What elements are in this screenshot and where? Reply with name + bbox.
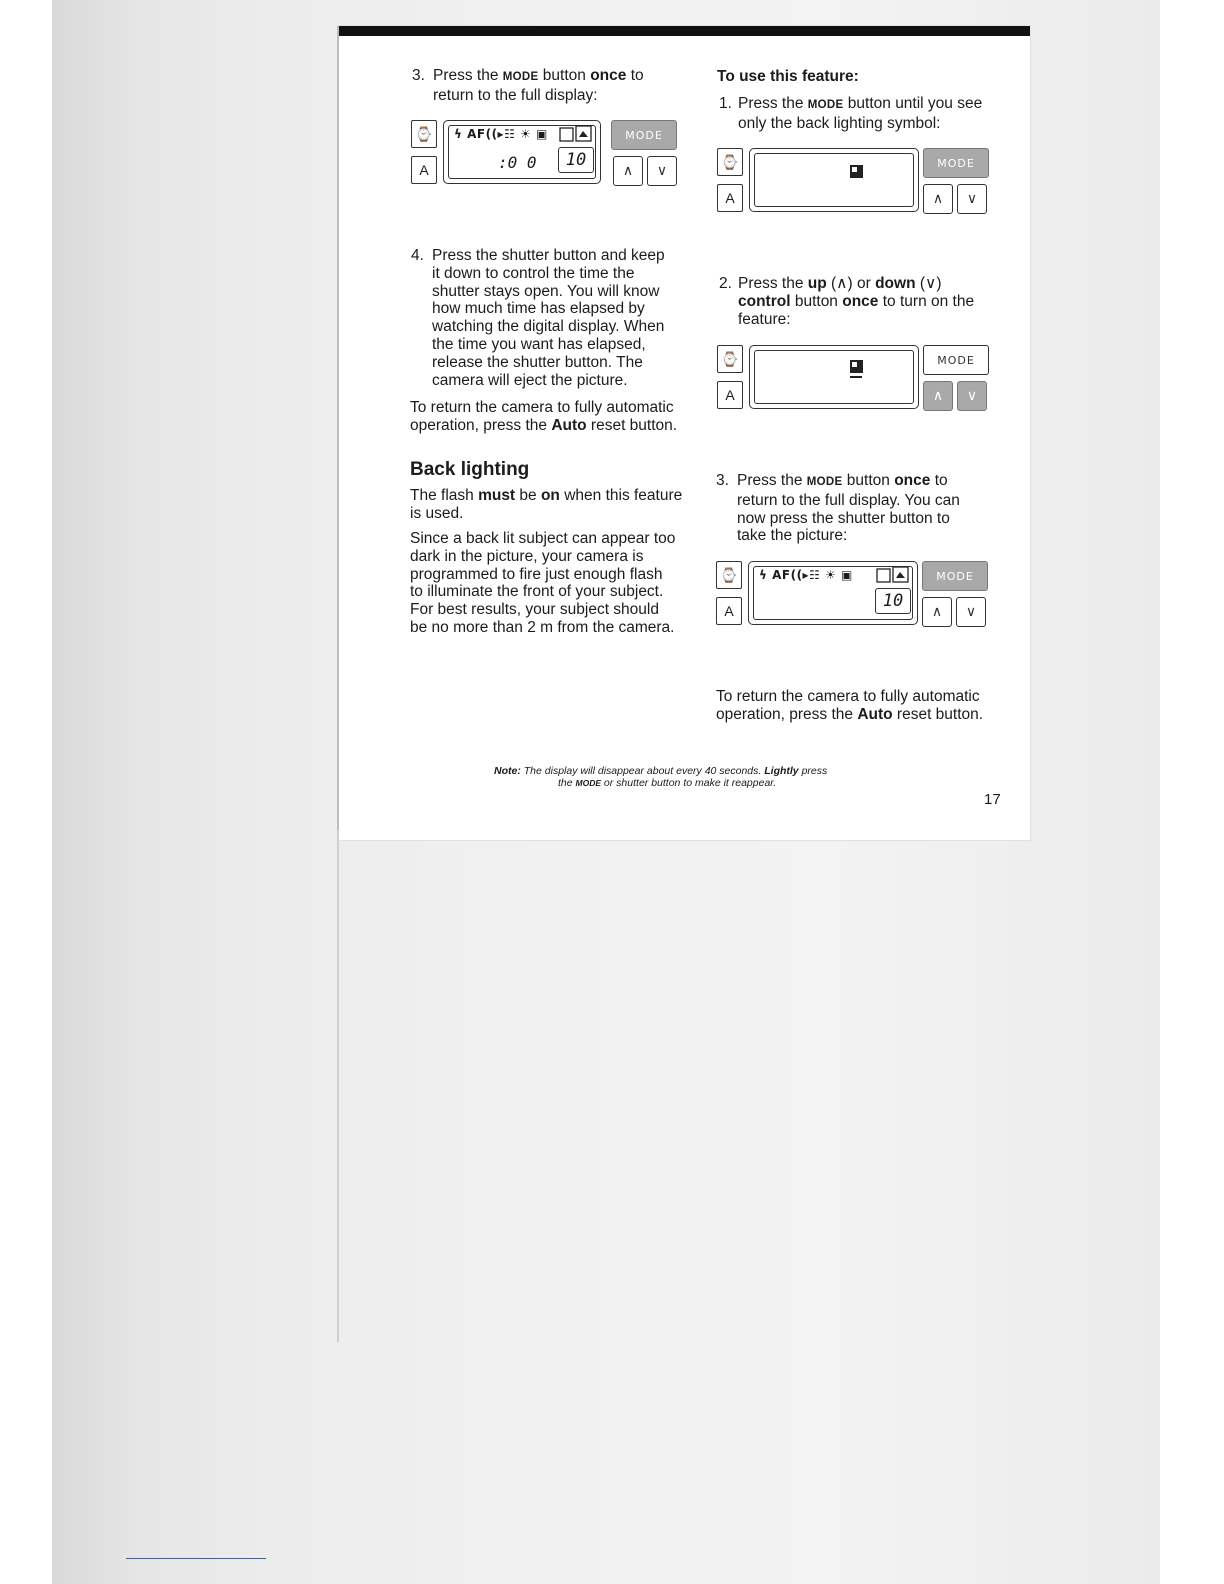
display-note: Note: The display will disappear about every 40 seconds. Lightly press the MODE or shutter button to make it reappear. [494,765,828,789]
mode-button[interactable]: MODE [922,561,988,591]
right-step1-text: Press the MODE button until you see only the back lighting symbol: [738,95,983,132]
back-lighting-icon [850,360,863,373]
back-lighting-icon [850,165,863,178]
up-button[interactable]: ∧ [613,156,643,186]
auto-reset-button[interactable] [411,156,437,184]
auto-label: A [724,603,734,619]
step-number: 1. [719,95,732,112]
mode-button[interactable]: MODE [611,120,677,150]
page-number: 17 [984,791,1001,808]
since-text: Since a back lit subject can appear too dark in the picture, your camera is programmed to fire just enough flash to illuminate the front of your subject. For best results, your subject should be no more than 2 m from the camera. [410,530,676,636]
flash-text: The flash must be on when this feature is used. [410,487,683,522]
frame-icons [875,566,911,584]
self-timer-icon: ⌚ [720,566,738,583]
camera-panel-full-display-ready [716,561,988,627]
lcd-display [443,120,601,184]
step-number: 2. [719,275,732,292]
self-timer-button[interactable] [717,345,743,373]
left-step3-text: Press the MODE button once to return to the full display: [433,67,644,104]
right-step3-text: Press the MODE button once to return to the full display. You can now press the shutter button to take the picture: [737,472,960,545]
down-button[interactable]: ∨ [957,184,987,214]
auto-reset-button[interactable] [716,597,742,625]
self-timer-icon: ⌚ [721,350,739,367]
down-button[interactable]: ∨ [957,381,987,411]
right-return-text: To return the camera to fully automatic operation, press the Auto reset button. [716,688,984,723]
frame-icons [558,125,594,143]
auto-label: A [725,190,735,206]
self-timer-icon: ⌚ [721,153,739,170]
up-button[interactable]: ∧ [922,597,952,627]
up-button[interactable]: ∧ [923,381,953,411]
lcd-display [749,148,919,212]
mode-button[interactable]: MODE [923,345,989,375]
down-button[interactable]: ∨ [647,156,677,186]
lcd-display [748,561,918,625]
self-timer-icon: ⌚ [415,125,433,142]
auto-label: A [419,162,429,178]
auto-label: A [725,387,735,403]
self-timer-button[interactable] [717,148,743,176]
use-feature-heading: To use this feature: [717,68,859,85]
picture-counter: 10 [558,147,594,173]
lcd-mode-icons: ϟ AF((▸☷ ☀ ▣ [759,568,853,582]
page-edge [337,26,339,830]
down-button[interactable]: ∨ [956,597,986,627]
auto-reset-button[interactable] [717,184,743,212]
self-timer-button[interactable] [411,120,437,148]
mode-button[interactable]: MODE [923,148,989,178]
step-number: 3. [412,67,425,84]
lcd-mode-icons: ϟ AF((▸☷ ☀ ▣ [454,127,548,141]
left-return-text: To return the camera to fully automatic operation, press the Auto reset button. [410,399,678,434]
camera-panel-backlight-only [717,148,989,214]
scan-artifact-line [126,1558,266,1559]
back-lighting-active-bar [850,376,862,378]
camera-panel-full-display [411,120,683,186]
auto-reset-button[interactable] [717,381,743,409]
right-step2-text: Press the up (∧) or down (∨) control button once to turn on the feature: [738,275,975,328]
scan-margin [0,0,52,1584]
step-number: 3. [716,472,729,489]
camera-panel-backlight-on [717,345,989,411]
step-number: 4. [411,247,424,264]
self-timer-button[interactable] [716,561,742,589]
page-edge-lower [337,830,339,1342]
back-lighting-heading: Back lighting [410,459,530,480]
lcd-timer: :0 0 [498,153,537,172]
up-button[interactable]: ∧ [923,184,953,214]
picture-counter: 10 [875,588,911,614]
lcd-display [749,345,919,409]
left-step4-text: Press the shutter button and keep it down to control the time the shutter stays open. You will know how much time has elapsed by watching the digital display. When the time you want has elapsed, release the shutter button. The camera will eject the picture. [432,247,665,389]
